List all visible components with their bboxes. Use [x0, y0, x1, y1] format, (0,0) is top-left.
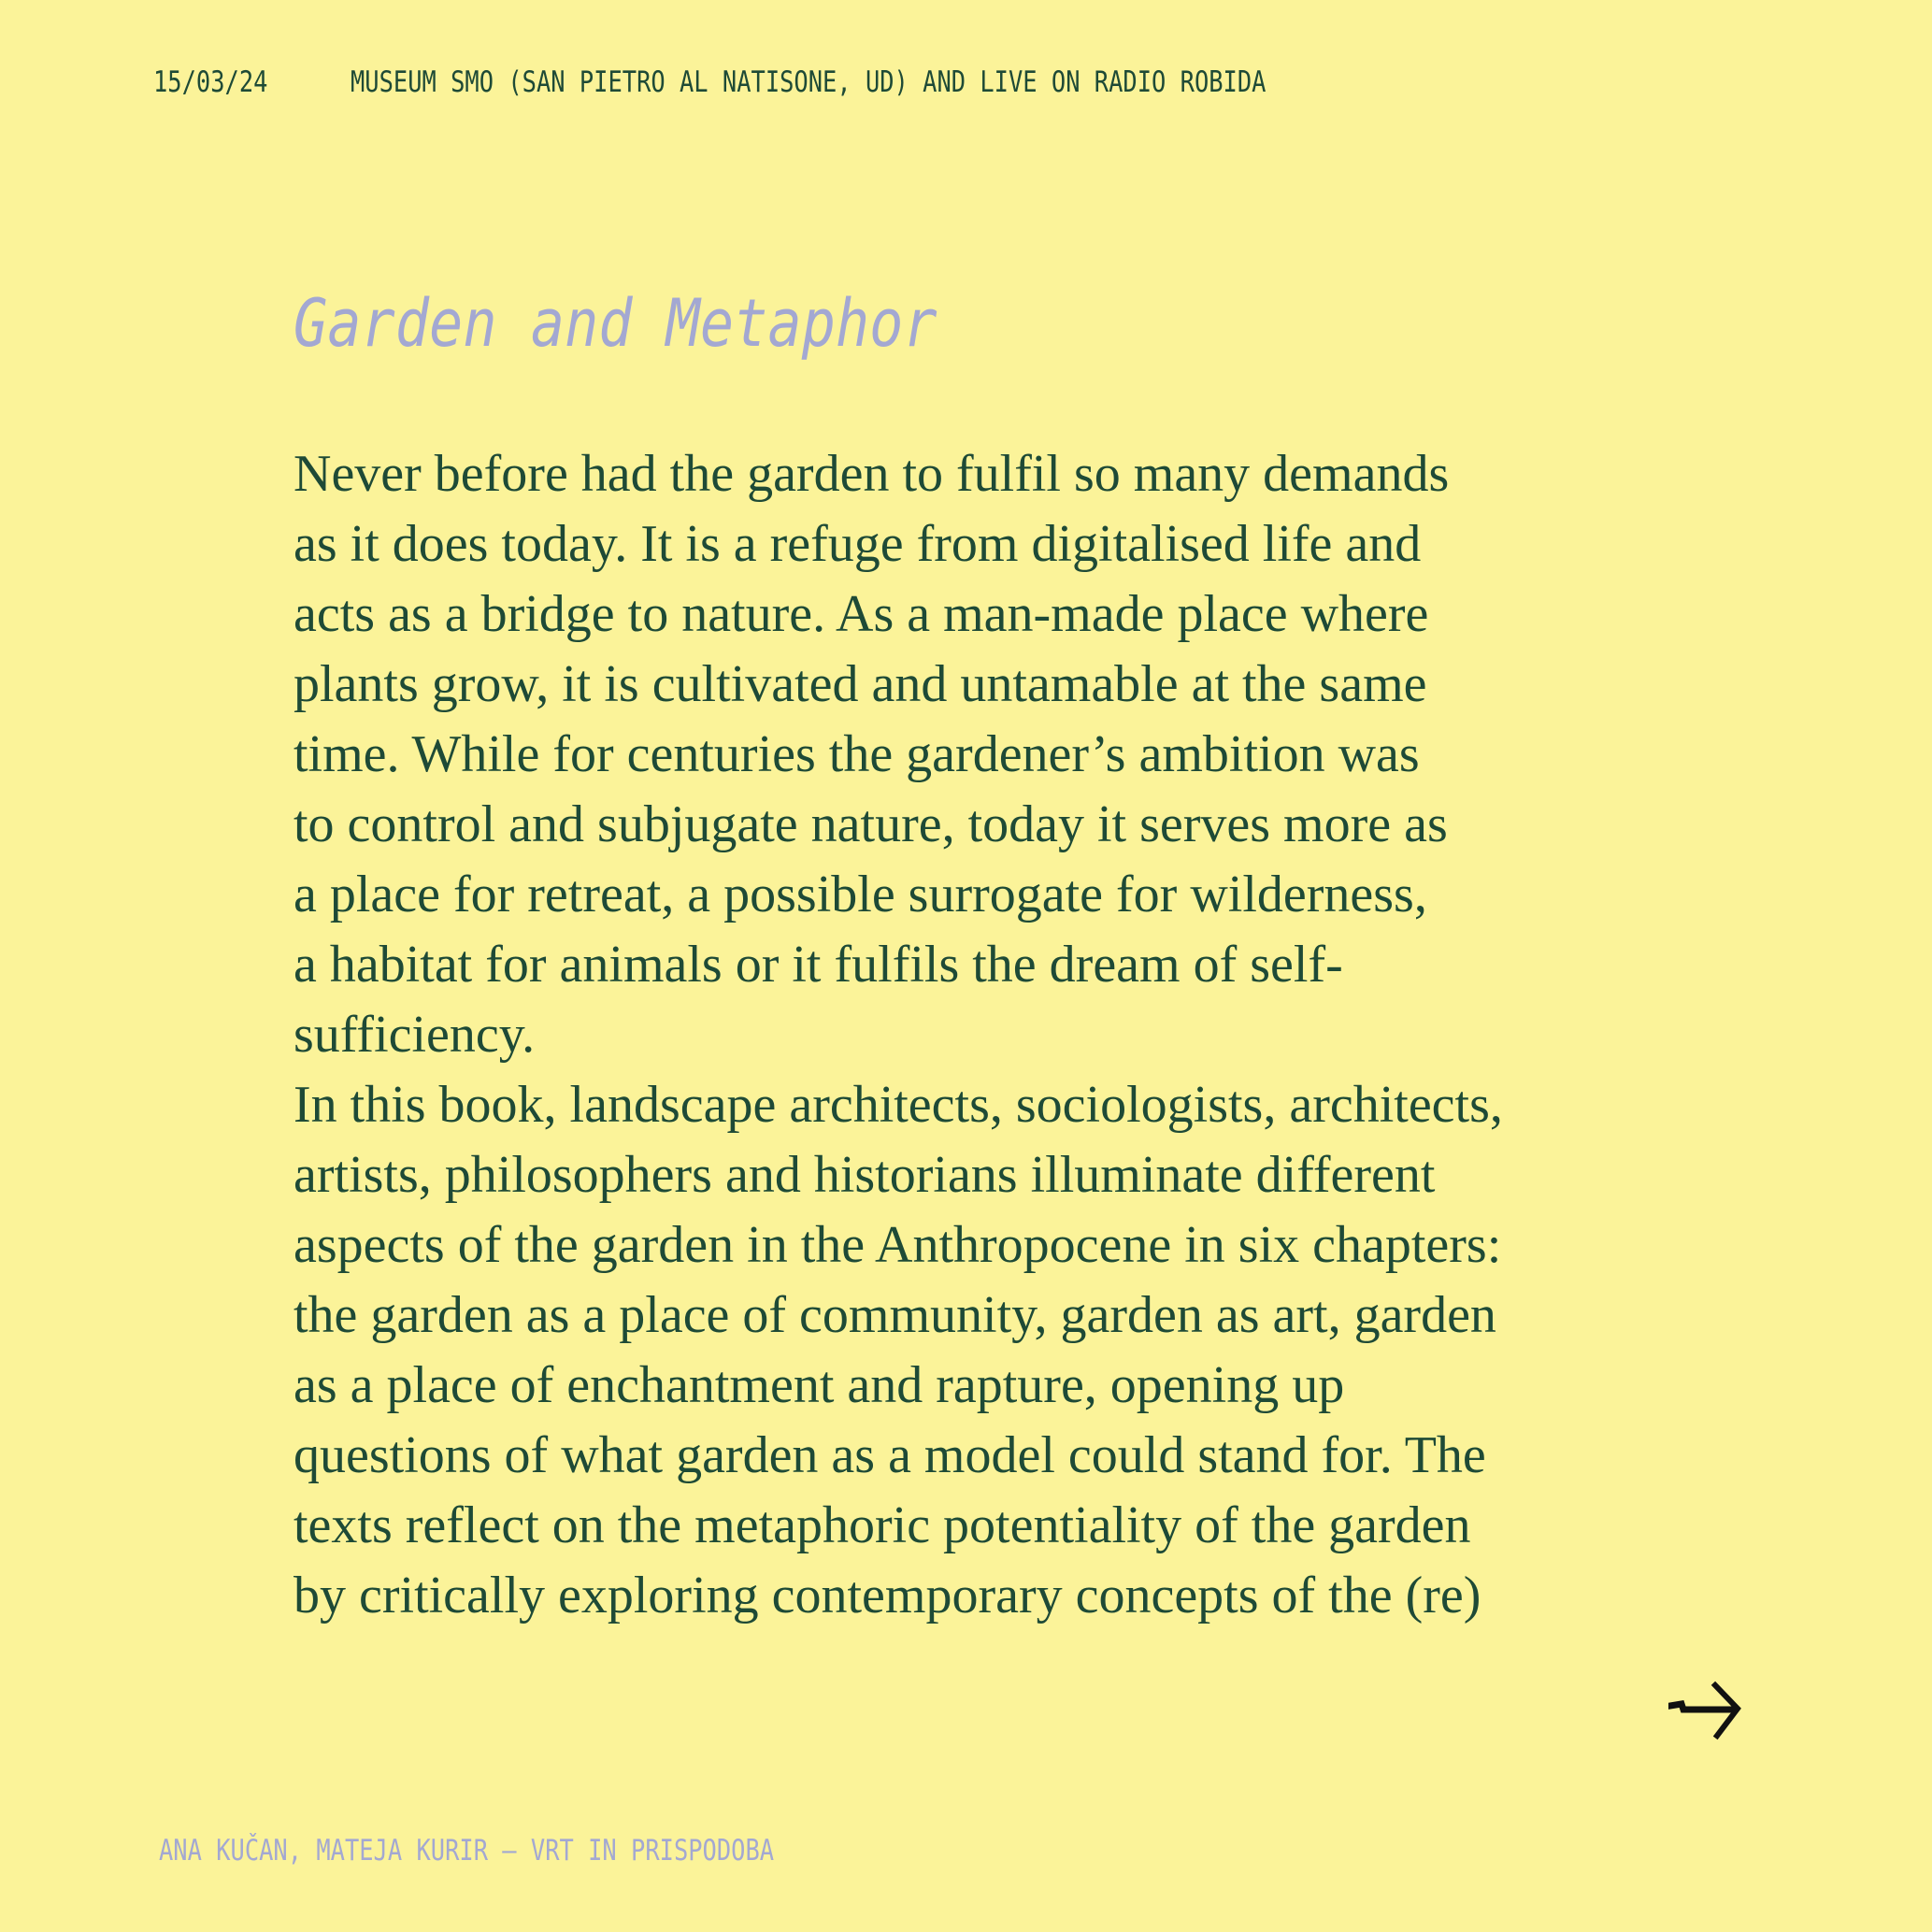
body-line: by critically exploring contemporary concepts of the (re)	[293, 1567, 1481, 1624]
body-line: time. While for centuries the gardener’s ambition was	[293, 725, 1420, 783]
body-text	[293, 439, 1696, 1631]
body-line: as a place of enchantment and rapture, opening up	[293, 1356, 1345, 1414]
body-line: to control and subjugate nature, today it serves more as	[293, 795, 1448, 853]
body-line: texts reflect on the metaphoric potentiality of the garden	[293, 1496, 1471, 1554]
body-line: a habitat for animals or it fulfils the dream of self-	[293, 936, 1343, 994]
page-title: Garden and Metaphor	[293, 285, 937, 362]
body-line: Never before had the garden to fulfil so many demands	[293, 445, 1450, 503]
body-line: as it does today. It is a refuge from digitalised life and	[293, 515, 1422, 573]
body-line: sufficiency.	[293, 1006, 536, 1064]
body-line: a place for retreat, a possible surrogate for wilderness,	[293, 866, 1427, 923]
header	[153, 65, 1266, 99]
body-line: plants grow, it is cultivated and untamable at the same	[293, 655, 1427, 713]
arrow-right-icon[interactable]	[1668, 1678, 1753, 1743]
body-line: acts as a bridge to nature. As a man-made place where	[293, 585, 1429, 643]
footer-credit: ANA KUČAN, MATEJA KURIR – VRT IN PRISPODOBA	[159, 1834, 775, 1868]
body-line: aspects of the garden in the Anthropocene in six chapters:	[293, 1216, 1502, 1274]
body-line: artists, philosophers and historians illuminate different	[293, 1146, 1436, 1204]
body-line: questions of what garden as a model could stand for. The	[293, 1426, 1486, 1484]
event-venue: MUSEUM SMO (SAN PIETRO AL NATISONE, UD) AND LIVE ON RADIO ROBIDA	[350, 65, 1267, 99]
event-date: 15/03/24	[153, 65, 268, 99]
body-line: the garden as a place of community, garden as art, garden	[293, 1286, 1496, 1344]
body-line: In this book, landscape architects, sociologists, architects,	[293, 1076, 1503, 1134]
